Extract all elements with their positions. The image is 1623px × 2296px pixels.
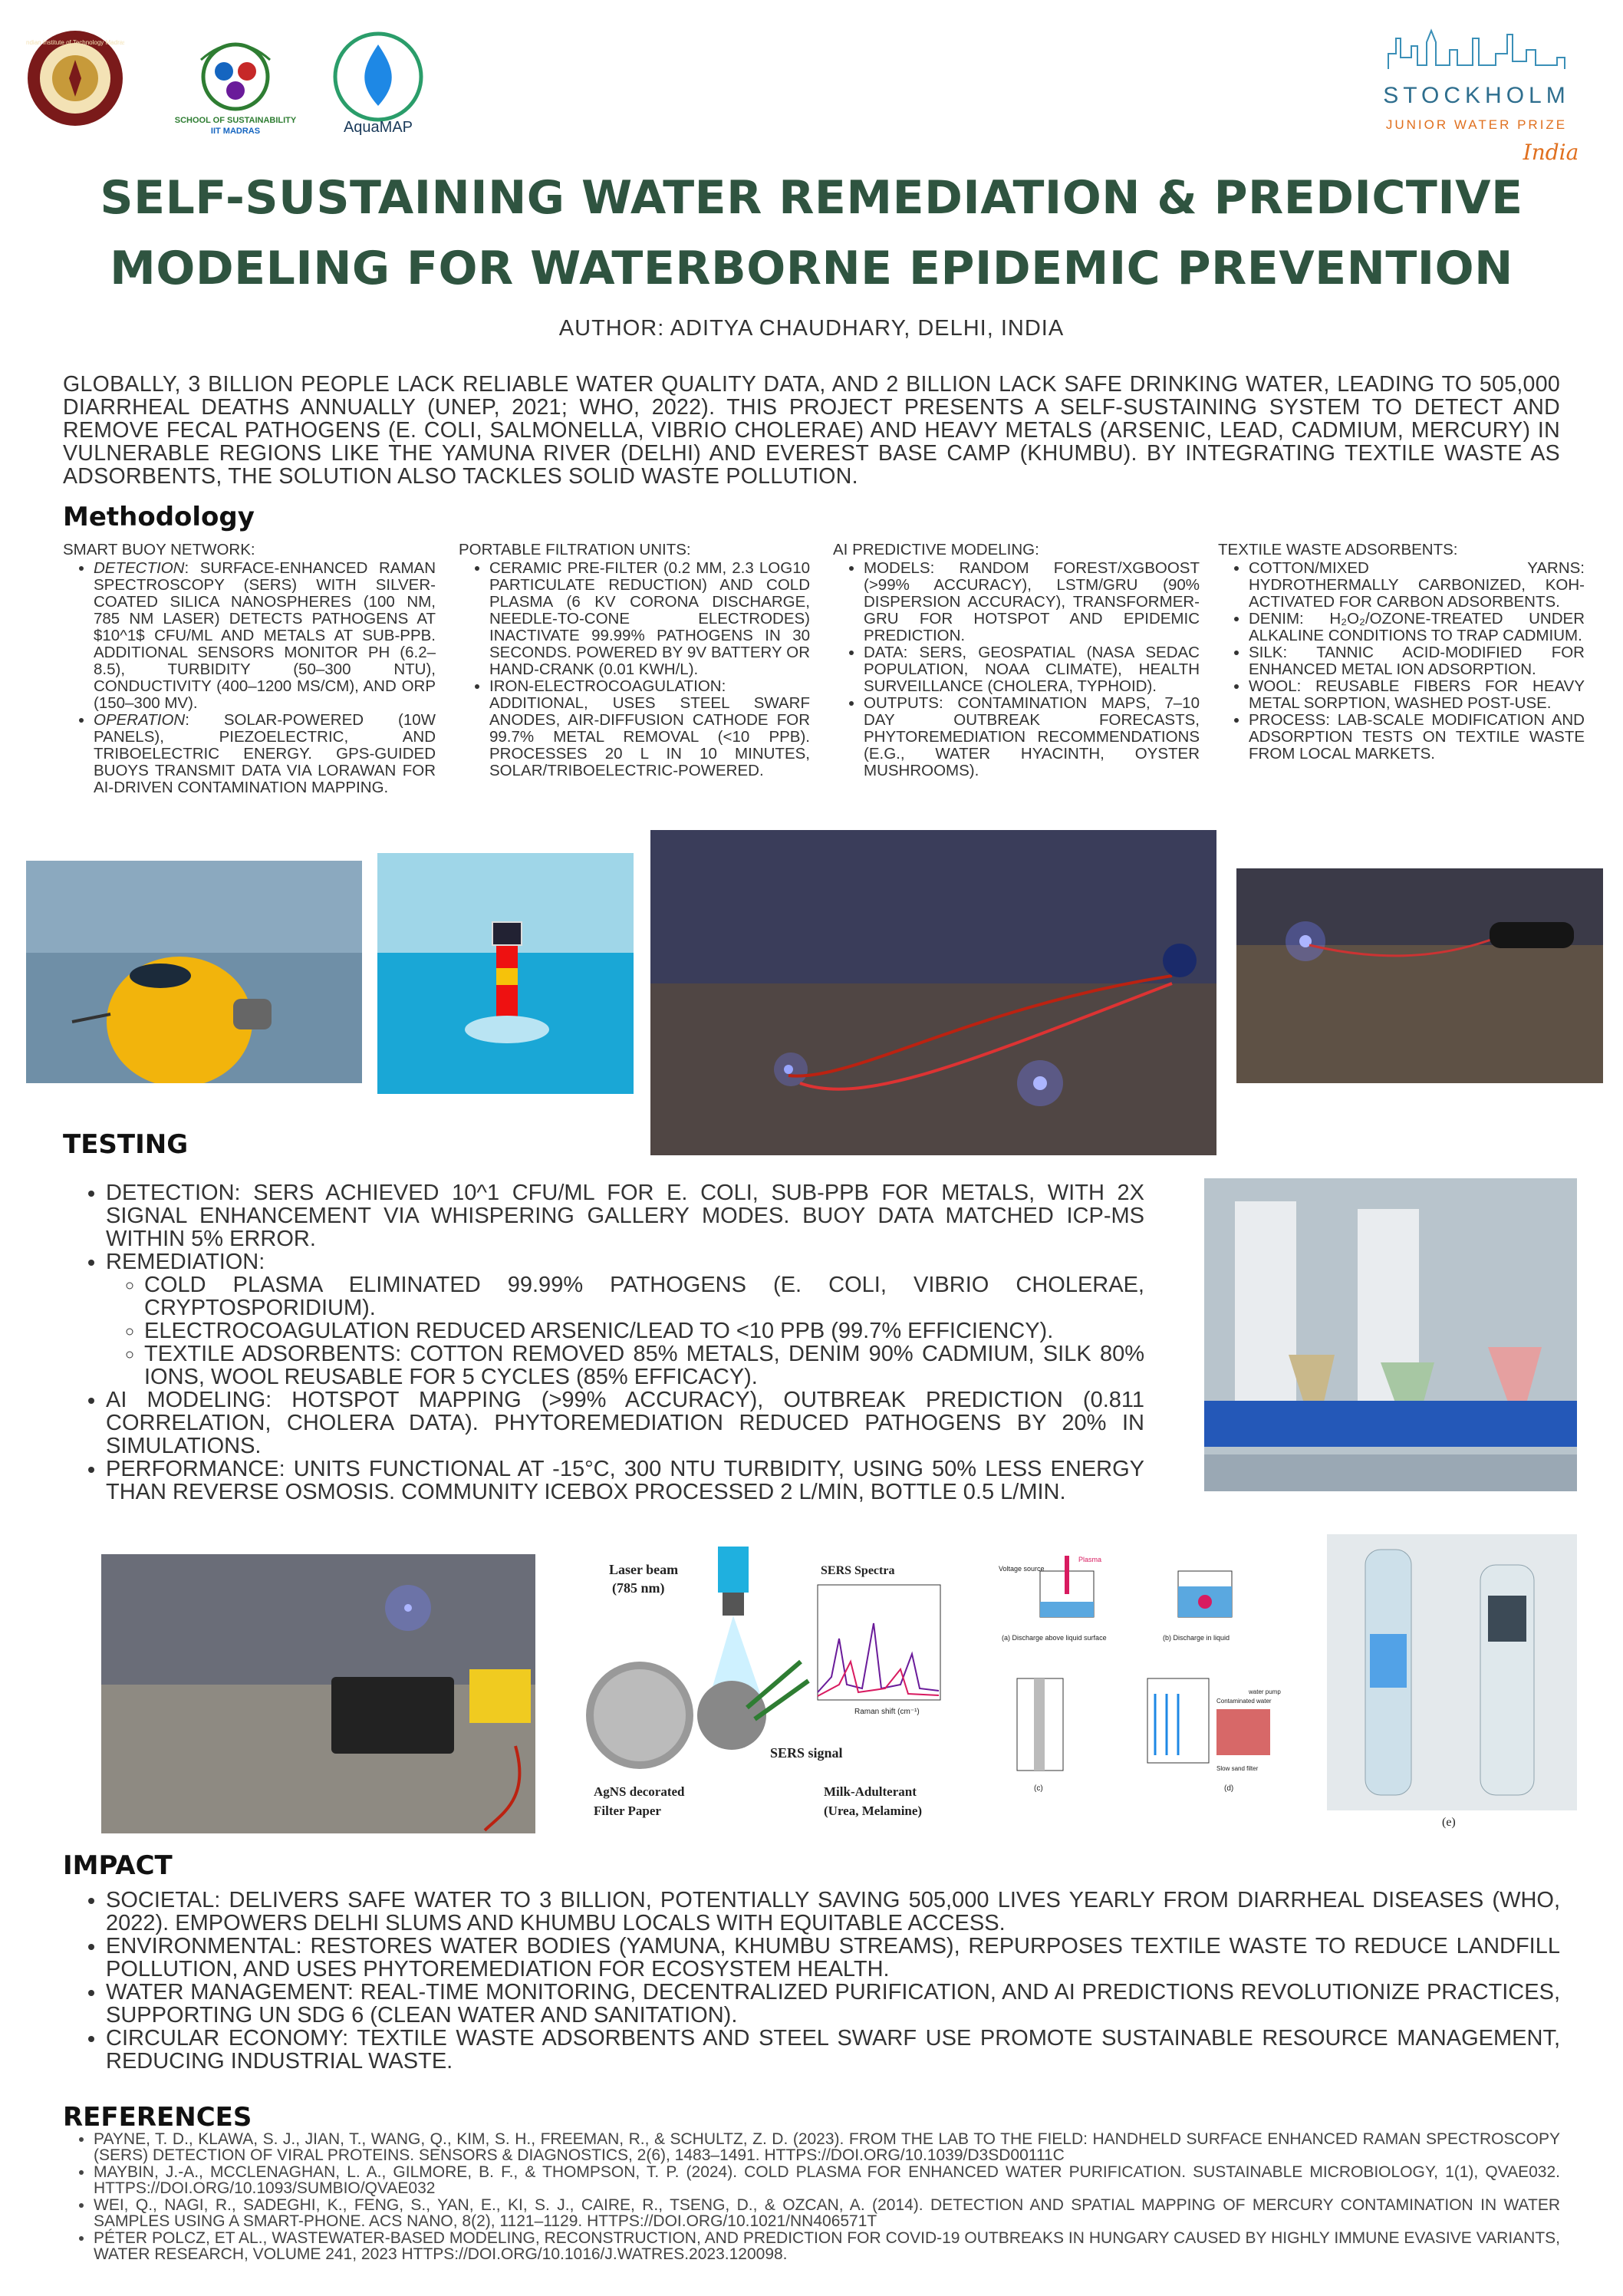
svg-text:(785 nm): (785 nm) bbox=[612, 1580, 665, 1596]
svg-text:(e): (e) bbox=[1442, 1816, 1456, 1829]
list-item: • DATA: SERS, GEOSPATIAL (NASA SEDAC POPULATION, NOAA CLIMATE), HEALTH SURVEILLANCE (CHOLERA, TYPHOID). bbox=[864, 644, 1200, 695]
list-item: • ENVIRONMENTAL: RESTORES WATER BODIES (YAMUNA, KHUMBU STREAMS), REPURPOSES TEXTILE WASTE TO REDUCE LANDFILL POLLUTION, AND USES PHYTOREMEDIATION FOR ECOSYSTEM HEALTH. bbox=[106, 1935, 1560, 1981]
list-item: • IRON-ELECTROCOAGULATION: ADDITIONAL, USES STEEL SWARF ANODES, AIR-DIFFUSION CATHODE FOR 99.7% METAL REMOVAL (<10 PPB). PROCESSES 20 L IN 10 MINUTES, SOLAR/TRIBOELECTRIC-POWERED. bbox=[489, 678, 810, 779]
svg-text:SERS Spectra: SERS Spectra bbox=[821, 1564, 895, 1577]
methodology-heading: Methodology bbox=[63, 502, 255, 532]
buoy-photo bbox=[26, 861, 362, 1083]
svg-text:IIT MADRAS: IIT MADRAS bbox=[210, 127, 261, 136]
svg-text:Plasma: Plasma bbox=[1078, 1556, 1102, 1563]
svg-text:(b) Discharge in liquid: (b) Discharge in liquid bbox=[1163, 1634, 1230, 1642]
svg-text:(d): (d) bbox=[1224, 1784, 1234, 1793]
svg-text:(Urea, Melamine): (Urea, Melamine) bbox=[824, 1804, 923, 1818]
svg-text:JUNIOR WATER PRIZE: JUNIOR WATER PRIZE bbox=[1385, 117, 1568, 132]
svg-text:Indian Institute of Technology: Indian Institute of Technology Madras bbox=[26, 39, 124, 46]
buoy-column bbox=[63, 542, 436, 796]
aquamap-logo bbox=[328, 29, 428, 137]
svg-text:Laser beam: Laser beam bbox=[609, 1562, 679, 1577]
reference-item: • PAYNE, T. D., KLAWA, S. J., JIAN, T., WANG, Q., KIM, S. H., FREEMAN, R., & SCHULTZ, Z. D. (2023). FROM THE LAB TO THE FIELD: HANDHELD SURFACE ENHANCED RAMAN SPECTROSCOPY (SERS) DETECTION OF VIRAL PROTEINS. SENSORS & DIAGNOSTICS, 2(6), 1483–1491. HTTPS://DOI.ORG/10.1039/D3SD00111C bbox=[94, 2131, 1560, 2163]
list-item: ◦ TEXTILE ADSORBENTS: COTTON REMOVED 85% METALS, DENIM 90% CADMIUM, SILK 80% IONS, WOOL REUSABLE FOR 5 CYCLES (85% EFFICACY). bbox=[144, 1342, 1144, 1388]
author-line: AUTHOR: ADITYA CHAUDHARY, DELHI, INDIA bbox=[558, 316, 1065, 341]
title-line-1: SELF-SUSTAINING WATER REMEDIATION & PREDICTIVE bbox=[100, 171, 1523, 225]
poster-title bbox=[0, 163, 1623, 304]
plasma-electrodes-photo bbox=[650, 830, 1216, 1155]
iitm-logo bbox=[26, 29, 124, 127]
filtration-heading: PORTABLE FILTRATION UNITS: bbox=[459, 541, 691, 558]
list-item: • CIRCULAR ECONOMY: TEXTILE WASTE ADSORBENTS AND STEEL SWARF USE PROMOTE SUSTAINABLE RESOURCE MANAGEMENT, REDUCING INDUSTRIAL WASTE. bbox=[106, 2027, 1560, 2073]
svg-text:SERS signal: SERS signal bbox=[770, 1745, 843, 1761]
list-item: • DETECTION: SURFACE-ENHANCED RAMAN SPECTROSCOPY (SERS) WITH SILVER-COATED SILICA NANOSPHERES (100 NM, 785 NM LASER) DETECTS PATHOGENS AT $10^1$ CFU/ML AND METALS AT SUB-PPB. ADDITIONAL SENSORS MONITOR PH (6.2–8.5), TURBIDITY (50–300 NTU), CONDUCTIVITY (400–1200 MS/CM), AND ORP (150–300 MV). bbox=[94, 560, 436, 712]
list-item: • PERFORMANCE: UNITS FUNCTIONAL AT -15°C, 300 NTU TURBIDITY, USING 50% LESS ENERGY THAN REVERSE OSMOSIS. COMMUNITY ICEBOX PROCESSED 2 L/MIN, BOTTLE 0.5 L/MIN. bbox=[106, 1458, 1144, 1504]
list-item: • WOOL: REUSABLE FIBERS FOR HEAVY METAL SORPTION, WASHED POST-USE. bbox=[1249, 678, 1585, 712]
svg-text:Slow sand filter: Slow sand filter bbox=[1216, 1765, 1259, 1772]
ai-column bbox=[833, 542, 1200, 779]
list-item: • OUTPUTS: CONTAMINATION MAPS, 7–10 DAY OUTBREAK FORECASTS, PHYTOREMEDIATION RECOMMENDATIONS (E.G., WATER HYACINTH, OYSTER MUSHROOMS). bbox=[864, 695, 1200, 779]
adsorption-test-tubes-photo bbox=[1204, 1178, 1577, 1491]
list-item: • OPERATION: SOLAR-POWERED (10W PANELS), PIEZOELECTRIC, AND TRIBOELECTRIC ENERGY. GPS-GUIDED BUOYS TRANSMIT DATA VIA LORAWAN FOR AI-DRIVEN CONTAMINATION MAPPING. bbox=[94, 712, 436, 796]
sers-schematic bbox=[578, 1547, 950, 1827]
stockholm-junior-water-prize-logo bbox=[1373, 23, 1580, 176]
impact-list bbox=[63, 1889, 1560, 2073]
school-of-sustainability-logo bbox=[170, 29, 301, 137]
buoy-heading: SMART BUOY NETWORK: bbox=[63, 541, 255, 558]
svg-text:Milk-Adulterant: Milk-Adulterant bbox=[824, 1784, 917, 1799]
intro-paragraph: GLOBALLY, 3 BILLION PEOPLE LACK RELIABLE WATER QUALITY DATA, AND 2 BILLION LACK SAFE DRINKING WATER, LEADING TO 505,000 DIARRHEAL DEATHS ANNUALLY (UNEP, 2021; WHO, 2022). THIS PROJECT PRESENTS A SELF-SUSTAINING SYSTEM TO DETECT AND REMOVE FECAL PATHOGENS (E. COLI, SALMONELLA, VIBRIO CHOLERAE) AND HEAVY METALS (ARSENIC, LEAD, CADMIUM, MERCURY) IN VULNERABLE REGIONS LIKE THE YAMUNA RIVER (DELHI) AND EVEREST BASE CAMP (KHUMBU). BY INTEGRATING TEXTILE WASTE AS ADSORBENTS, THE SOLUTION ALSO TACKLES SOLID WASTE POLLUTION. bbox=[63, 372, 1560, 489]
electrocoagulation-photo bbox=[1236, 868, 1603, 1083]
list-item: ◦ ELECTROCOAGULATION REDUCED ARSENIC/LEAD TO <10 PPB (99.7% EFFICIENCY). bbox=[144, 1319, 1144, 1342]
textile-heading: TEXTILE WASTE ADSORBENTS: bbox=[1218, 541, 1458, 558]
svg-text:(c): (c) bbox=[1034, 1784, 1043, 1793]
svg-text:water pump: water pump bbox=[1249, 1688, 1281, 1695]
references-heading: REFERENCES bbox=[63, 2102, 252, 2133]
textile-column bbox=[1218, 542, 1585, 763]
svg-text:AgNS decorated: AgNS decorated bbox=[594, 1784, 685, 1799]
reference-item: • MAYBIN, J.-A., MCCLENAGHAN, L. A., GILMORE, B. F., & THOMPSON, T. P. (2024). COLD PLASMA FOR ENHANCED WATER PURIFICATION. SUSTAINABLE MICROBIOLOGY, 1(1), QVAE032. HTTPS://DOI.ORG/10.1093/SUMBIO/QVAE032 bbox=[94, 2164, 1560, 2196]
svg-text:AquaMAP: AquaMAP bbox=[343, 119, 413, 136]
title-line-2: MODELING FOR WATERBORNE EPIDEMIC PREVENTION bbox=[110, 242, 1513, 295]
list-item: • COTTON/MIXED YARNS: HYDROTHERMALLY CARBONIZED, KOH-ACTIVATED FOR CARBON ADSORBENTS. bbox=[1249, 560, 1585, 611]
list-item: • CERAMIC PRE-FILTER (0.2 MM, 2.3 LOG10 PARTICULATE REDUCTION) AND COLD PLASMA (6 KV CORONA DISCHARGE, NEEDLE-TO-CONE ELECTRODES) INACTIVATE 99.99% PATHOGENS IN 30 SECONDS. POWERED BY 9V BATTERY OR HAND-CRANK (0.01 KWH/L). bbox=[489, 560, 810, 678]
list-item: • SILK: TANNIC ACID-MODIFIED FOR ENHANCED METAL ION ADSORPTION. bbox=[1249, 644, 1585, 678]
list-item: • DETECTION: SERS ACHIEVED 10^1 CFU/ML FOR E. COLI, SUB-PPB FOR METALS, WITH 2X SIGNAL ENHANCEMENT VIA WHISPERING GALLERY MODES. BUOY DATA MATCHED ICP-MS WITHIN 5% ERROR. bbox=[106, 1181, 1144, 1250]
buoy-illustration bbox=[377, 853, 634, 1094]
svg-text:Contaminated water: Contaminated water bbox=[1216, 1698, 1272, 1705]
filter-bottles-photo bbox=[1327, 1534, 1577, 1833]
list-item: • SOCIETAL: DELIVERS SAFE WATER TO 3 BILLION, POTENTIALLY SAVING 505,000 LIVES YEARLY FROM DIARRHEAL DISEASES (WHO, 2022). EMPOWERS DELHI SLUMS AND KHUMBU LOCALS WITH EQUITABLE ACCESS. bbox=[106, 1889, 1560, 1935]
list-item: • AI MODELING: HOTSPOT MAPPING (>99% ACCURACY), OUTBREAK PREDICTION (0.811 CORRELATION, CHOLERA DATA). PHYTOREMEDIATION REDUCED PATHOGENS BY 20% IN SIMULATIONS. bbox=[106, 1388, 1144, 1458]
list-item: • REMEDIATION: ◦ COLD PLASMA ELIMINATED 99.99% PATHOGENS (E. COLI, VIBRIO CHOLERAE, CRYPTOSPORIDIUM). ◦ ELECTROCOAGULATION REDUCED ARSENIC/LEAD TO <10 PPB (99.7% EFFICIENCY). ◦ TEXTILE ADSORBENTS: COTTON REMOVED 85% METALS, DENIM 90% CADMIUM, SILK 80% IONS, WOOL REUSABLE FOR 5 CYCLES (85% EFFICACY). bbox=[106, 1250, 1144, 1388]
reference-item: • PÉTER POLCZ, ET AL., WASTEWATER-BASED MODELING, RECONSTRUCTION, AND PREDICTION FOR COVID-19 OUTBREAKS IN HUNGARY CAUSED BY HIGHLY IMMUNE EVASIVE VARIANTS, WATER RESEARCH, VOLUME 241, 2023 HTTPS://DOI.ORG/10.1016/J.WATRES.2023.120098. bbox=[94, 2230, 1560, 2262]
reference-item: • WEI, Q., NAGI, R., SADEGHI, K., FENG, S., YAN, E., KI, S. J., CAIRE, R., TSENG, D., & OZCAN, A. (2014). DETECTION AND SPATIAL MAPPING OF MERCURY CONTAMINATION IN WATER SAMPLES USING A SMART-PHONE. ACS NANO, 8(2), 1121–1129. HTTPS://DOI.ORG/10.1021/NN406571T bbox=[94, 2197, 1560, 2229]
ai-heading: AI PREDICTIVE MODELING: bbox=[833, 541, 1039, 558]
testing-list bbox=[63, 1181, 1144, 1504]
impact-heading: IMPACT bbox=[63, 1850, 173, 1881]
filtration-column bbox=[459, 542, 810, 779]
svg-text:STOCKHOLM: STOCKHOLM bbox=[1383, 83, 1570, 108]
references-list bbox=[63, 2131, 1560, 2263]
svg-text:SCHOOL OF SUSTAINABILITY: SCHOOL OF SUSTAINABILITY bbox=[174, 116, 297, 125]
svg-text:Filter Paper: Filter Paper bbox=[594, 1804, 661, 1818]
svg-text:Voltage source: Voltage source bbox=[999, 1565, 1045, 1573]
testing-heading: TESTING bbox=[63, 1129, 189, 1160]
laser-module-photo bbox=[101, 1554, 535, 1833]
list-item: • PROCESS: LAB-SCALE MODIFICATION AND ADSORPTION TESTS ON TEXTILE WASTE FROM LOCAL MARKETS. bbox=[1249, 712, 1585, 763]
svg-text:India: India bbox=[1523, 140, 1579, 165]
list-item: • DENIM: H₂O₂/OZONE-TREATED UNDER ALKALINE CONDITIONS TO TRAP CADMIUM. bbox=[1249, 611, 1585, 644]
svg-text:(a) Discharge above liquid sur: (a) Discharge above liquid surface bbox=[1002, 1634, 1107, 1642]
list-item: • MODELS: RANDOM FOREST/XGBOOST (>99% ACCURACY), LSTM/GRU (90% DISPERSION ACCURACY), TRANSFORMER-GRU FOR HOTSPOT AND EPIDEMIC PREDICTION. bbox=[864, 560, 1200, 644]
cold-plasma-diagram bbox=[994, 1540, 1299, 1832]
list-item: • WATER MANAGEMENT: REAL-TIME MONITORING, DECENTRALIZED PURIFICATION, AND AI PREDICTIONS REVOLUTIONIZE PRACTICES, SUPPORTING UN SDG 6 (CLEAN WATER AND SANITATION). bbox=[106, 1981, 1560, 2027]
svg-text:Raman shift (cm⁻¹): Raman shift (cm⁻¹) bbox=[854, 1708, 920, 1716]
list-item: ◦ COLD PLASMA ELIMINATED 99.99% PATHOGENS (E. COLI, VIBRIO CHOLERAE, CRYPTOSPORIDIUM). bbox=[144, 1273, 1144, 1319]
